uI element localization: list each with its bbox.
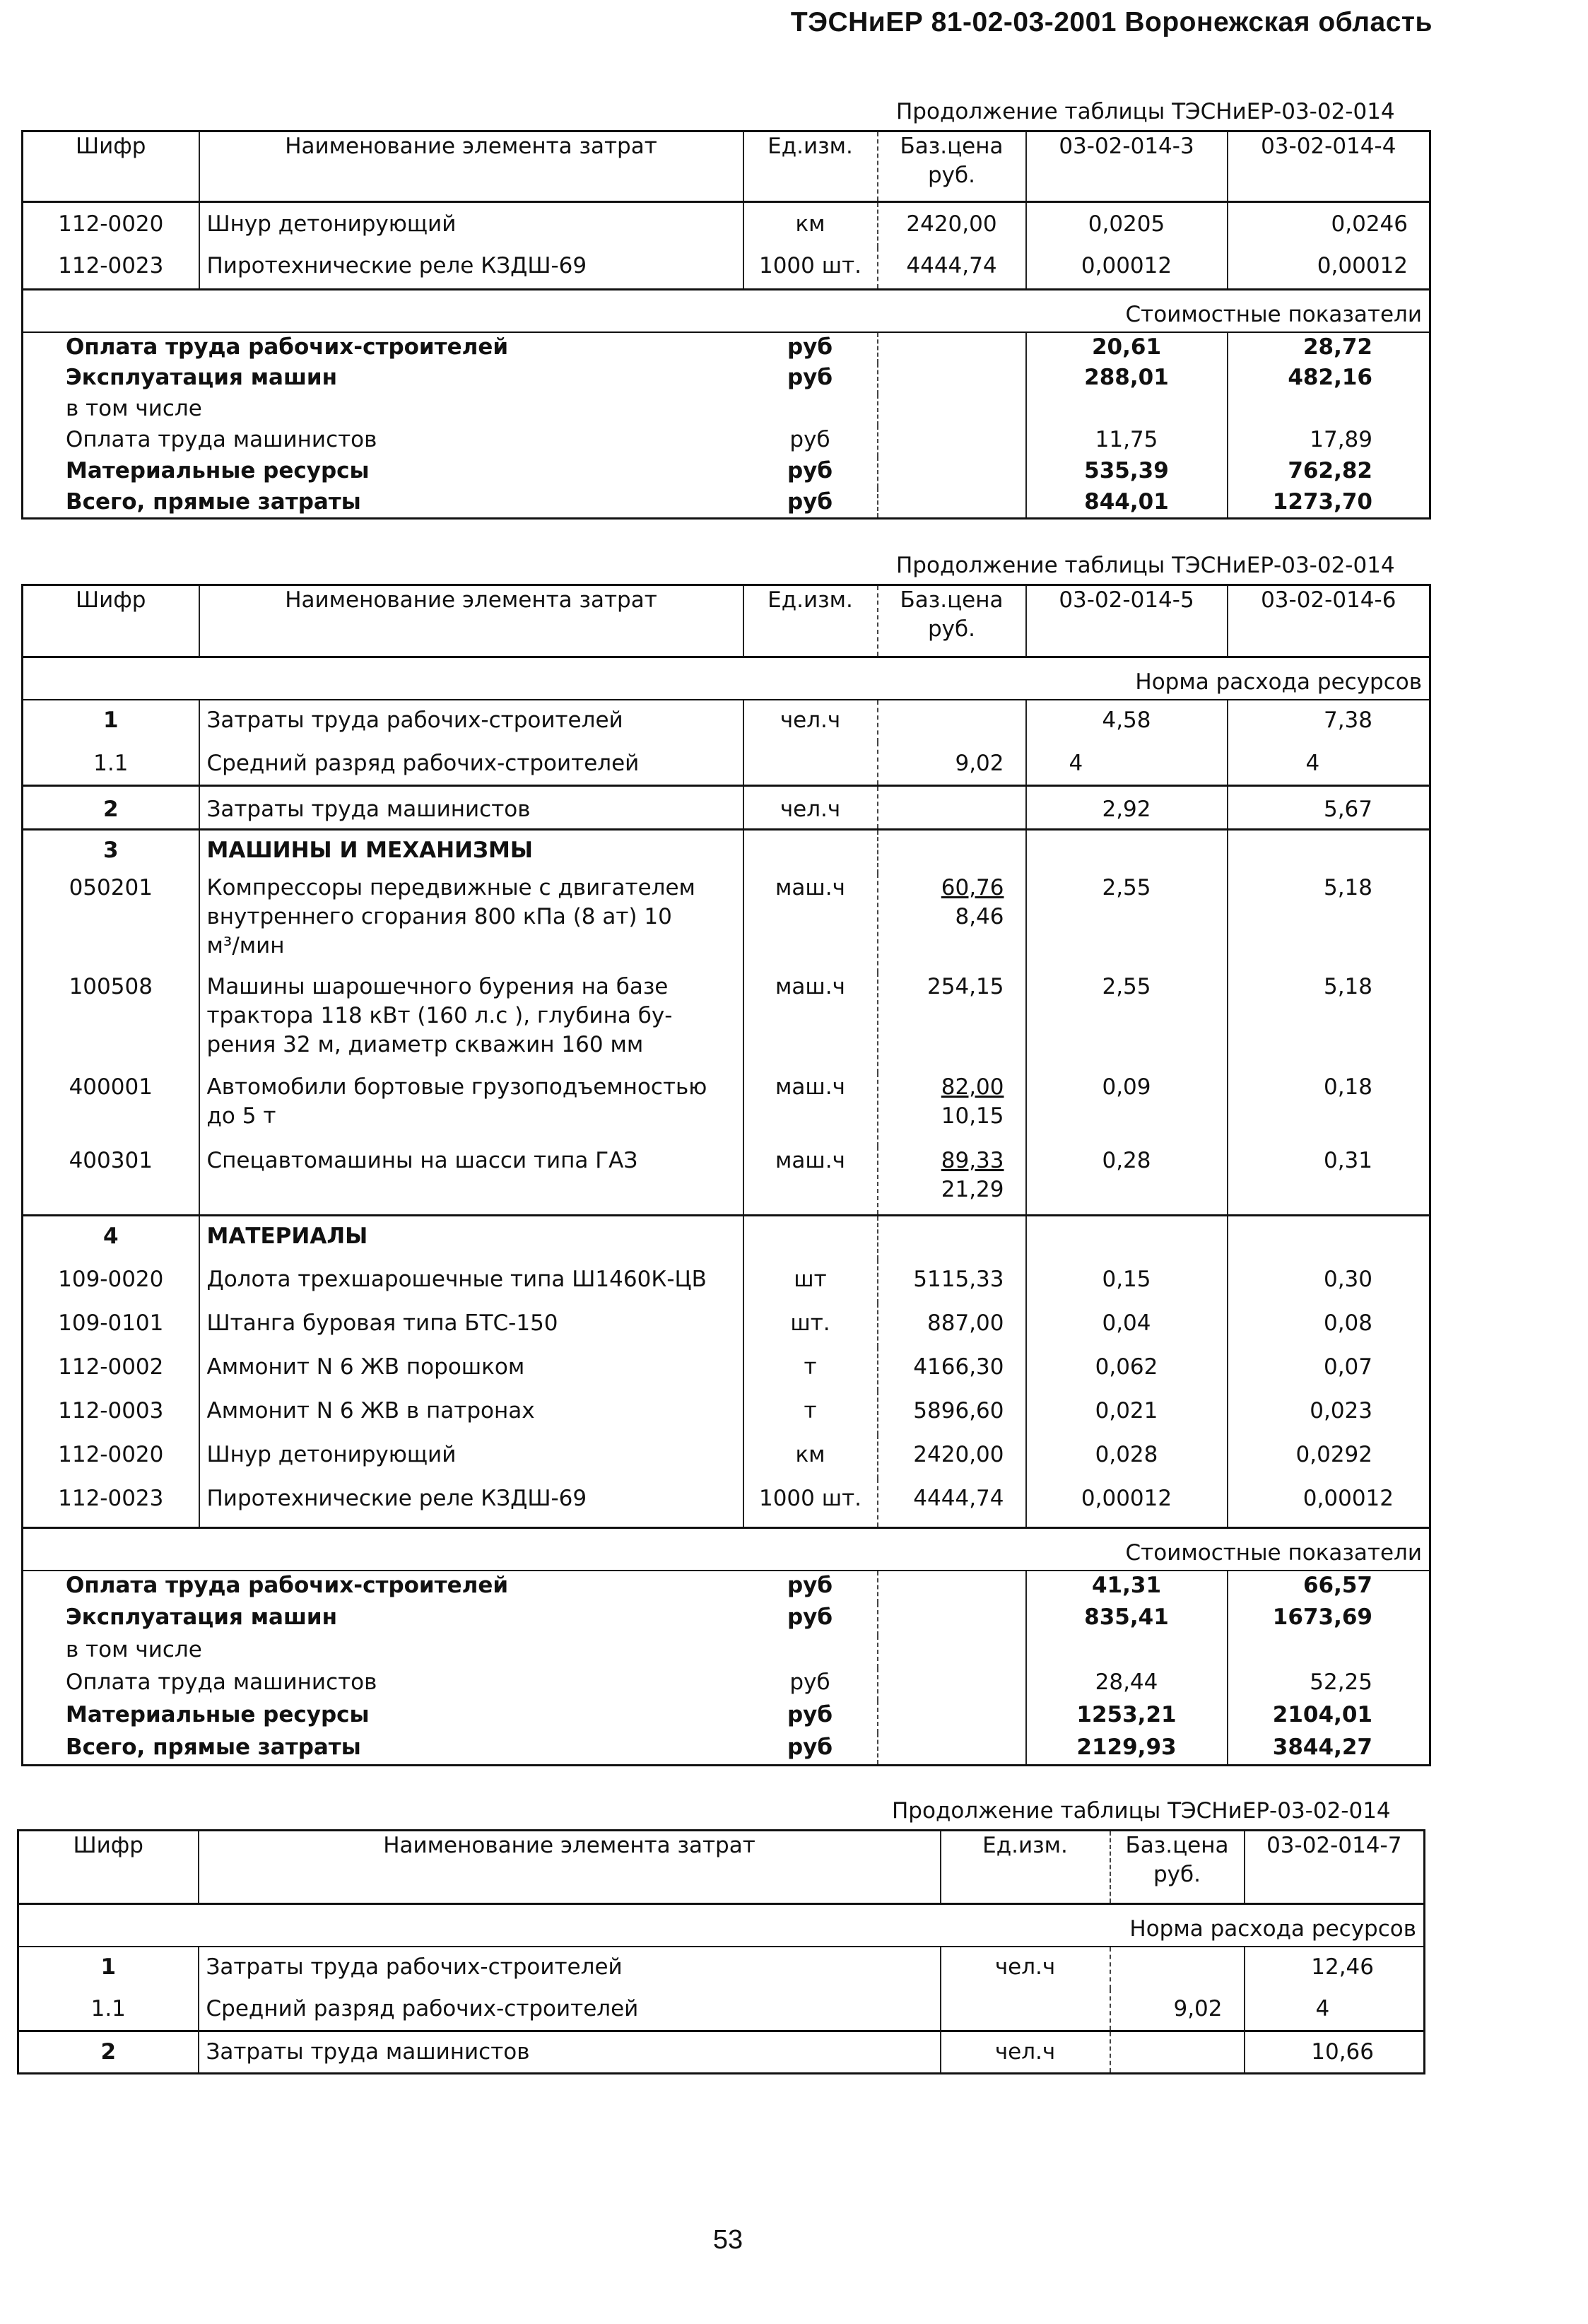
row-name-line: Автомобили бортовые грузоподъемностью (206, 1074, 707, 1100)
row-value-b: 7,38 (1228, 700, 1430, 742)
cost-row (23, 394, 1430, 426)
cost-label: Оплата труда машинистов (66, 426, 377, 452)
row-code: 1 (100, 1954, 117, 1980)
row-value-a: 2,55 (1026, 973, 1228, 1073)
row-price: 9,02 (1110, 1989, 1245, 2031)
cost-unit: руб (789, 426, 830, 452)
row-value-b: 0,18 (1228, 1073, 1430, 1146)
row-price: 2420,00 (878, 1435, 1026, 1479)
row-name: Шнур детонирующий (199, 1435, 743, 1479)
row-name: Затраты труда рабочих-строителей (199, 1947, 941, 1989)
row-unit (941, 1989, 1110, 2031)
col-b-header: 03-02-014-4 (1228, 131, 1430, 202)
row-name-line: Спецавтомашины на шасси типа ГАЗ (206, 1147, 638, 1173)
cost-row (23, 1636, 1430, 1668)
row-value-b: 0,08 (1228, 1303, 1430, 1347)
row-name-line: Компрессоры передвижные с двигателем (206, 874, 695, 900)
row-unit: шт. (743, 1303, 878, 1347)
price-base: 82,00 (941, 1074, 1004, 1100)
row-name (199, 1073, 743, 1146)
row-code: 400001 (69, 1074, 153, 1100)
table1-caption: Продолжение таблицы ТЭСНиЕР-03-02-014 (896, 99, 1395, 124)
row-price: 887,00 (878, 1303, 1026, 1347)
row-name (199, 874, 743, 973)
row-name: Аммонит N 6 ЖВ в патронах (199, 1391, 743, 1435)
cost-value-a: 2129,93 (1026, 1733, 1228, 1766)
cost-value-a: 41,31 (1026, 1571, 1228, 1603)
row-name-line: внутреннего сгорания 800 кПа (8 ат) 10 (206, 903, 672, 929)
cost-label: Всего, прямые затраты (66, 1734, 361, 1760)
cost-value-b: 17,89 (1228, 426, 1430, 457)
table2 (21, 584, 1431, 1766)
table-row (23, 1435, 1430, 1479)
row-code: 2 (23, 786, 199, 830)
row-code: 112-0023 (58, 252, 164, 278)
row-name (199, 1146, 743, 1216)
cost-value-a: 844,01 (1026, 488, 1228, 519)
cost-row (23, 363, 1430, 394)
row-price: 4444,74 (878, 1479, 1026, 1528)
cost-value-b: 3844,27 (1228, 1733, 1430, 1766)
row-price (1110, 2031, 1245, 2074)
materials-section-row (23, 1216, 1430, 1260)
row-code: 400301 (69, 1147, 153, 1173)
row-value-a: 0,00012 (1026, 247, 1228, 290)
page-number: 53 (712, 2225, 743, 2255)
row-value-b: 5,18 (1228, 874, 1430, 973)
col-price-header: Баз.цена руб. (1110, 1831, 1245, 1904)
table-row (23, 1260, 1430, 1303)
row-unit: чел.ч (743, 786, 878, 830)
table-row (23, 247, 1430, 290)
row-value-a: 4 (1026, 742, 1228, 786)
col-code-header: Шифр (23, 131, 199, 202)
table-row (18, 1947, 1425, 1989)
cost-unit: руб (787, 1734, 833, 1760)
row-value-a: 0,15 (1026, 1260, 1228, 1303)
cost-unit: руб (787, 1701, 833, 1727)
row-value-b: 4 (1228, 742, 1430, 786)
norm-label-row (23, 657, 1430, 700)
row-value-a: 4 (1245, 1989, 1425, 2031)
row-code: 112-0003 (58, 1397, 164, 1424)
table2-header-row (23, 585, 1430, 657)
row-unit: маш.ч (743, 1073, 878, 1146)
cost-value-a: 28,44 (1026, 1668, 1228, 1701)
cost-label-row (23, 1528, 1430, 1571)
cost-unit: руб (743, 332, 878, 363)
row-name: Средний разряд рабочих-строителей (199, 1989, 941, 2031)
cost-value-b: 762,82 (1228, 457, 1430, 488)
row-price: 254,15 (878, 973, 1026, 1073)
row-value-a: 2,55 (1026, 874, 1228, 973)
col-price-header: Баз.цена руб. (878, 131, 1026, 202)
row-value-a: 0,09 (1026, 1073, 1228, 1146)
row-name: Затраты труда рабочих-строителей (199, 700, 743, 742)
row-value-a: 0,021 (1026, 1391, 1228, 1435)
row-value-b: 0,00012 (1228, 1479, 1430, 1528)
cost-label: Оплата труда рабочих-строителей (23, 332, 743, 363)
cost-label: в том числе (66, 1636, 202, 1662)
norm-label: Норма расхода ресурсов (18, 1904, 1425, 1947)
row-value-a: 0,28 (1026, 1146, 1228, 1216)
cost-row (23, 1668, 1430, 1701)
row-value-b: 0,0246 (1228, 202, 1430, 247)
price-wage: 21,29 (941, 1176, 1004, 1202)
row-name-line: Машины шарошечного бурения на базе (206, 973, 669, 999)
cost-row (23, 1733, 1430, 1766)
table-row (23, 1391, 1430, 1435)
row-value-b: 0,31 (1228, 1146, 1430, 1216)
row-name: Средний разряд рабочих-строителей (199, 742, 743, 786)
cost-value-b: 2104,01 (1228, 1701, 1430, 1733)
row-name-line: рения 32 м, диаметр скважин 160 мм (206, 1031, 644, 1057)
cost-label: Всего, прямые затраты (66, 488, 361, 515)
row-name: Затраты труда машинистов (199, 2031, 941, 2074)
row-name: Шнур детонирующий (199, 202, 743, 247)
table3-header-row (18, 1831, 1425, 1904)
col-a-header: 03-02-014-7 (1245, 1831, 1425, 1904)
row-value-a: 0,04 (1026, 1303, 1228, 1347)
col-a-header: 03-02-014-5 (1026, 585, 1228, 657)
col-unit-header: Ед.изм. (743, 131, 878, 202)
table-row (23, 786, 1430, 830)
price-base: 60,76 (941, 874, 1004, 900)
row-price (878, 874, 1026, 973)
materials-section-title: МАТЕРИАЛЫ (199, 1216, 743, 1260)
cost-value-a: 288,01 (1026, 363, 1228, 394)
row-code: 112-0023 (58, 1485, 164, 1511)
cost-row (23, 332, 1430, 363)
row-unit: чел.ч (743, 700, 878, 742)
cost-value-b: 482,16 (1228, 363, 1430, 394)
row-price: 5115,33 (878, 1260, 1026, 1303)
table-row (23, 1303, 1430, 1347)
row-name: Пиротехнические реле КЗДШ-69 (199, 247, 743, 290)
row-value-b: 5,67 (1228, 786, 1430, 830)
row-code: 100508 (69, 973, 153, 999)
row-unit: маш.ч (743, 874, 878, 973)
cost-label-row (23, 290, 1430, 332)
row-value-b: 0,30 (1228, 1260, 1430, 1303)
cost-value-a: 835,41 (1026, 1603, 1228, 1636)
col-code-header: Шифр (23, 585, 199, 657)
cost-value-a: 20,61 (1026, 332, 1228, 363)
table-row (23, 874, 1430, 973)
row-unit: чел.ч (941, 1947, 1110, 1989)
cost-unit (743, 1636, 878, 1668)
row-value-a: 4,58 (1026, 700, 1228, 742)
row-unit: 1000 шт. (743, 1479, 878, 1528)
cost-row (23, 488, 1430, 519)
machines-section-title: МАШИНЫ И МЕХАНИЗМЫ (199, 830, 743, 874)
cost-row (23, 1571, 1430, 1603)
cost-label: Материальные ресурсы (66, 457, 370, 483)
machines-section-row (23, 830, 1430, 874)
norm-label-row (18, 1904, 1425, 1947)
cost-indicators-label: Стоимостные показатели (23, 290, 1430, 332)
col-name-header: Наименование элемента затрат (199, 585, 743, 657)
table1 (21, 130, 1431, 520)
row-price (1110, 1947, 1245, 1989)
row-code: 1.1 (93, 750, 129, 776)
row-value-b: 0,07 (1228, 1347, 1430, 1391)
table3-caption: Продолжение таблицы ТЭСНиЕР-03-02-014 (892, 1798, 1391, 1824)
row-code: 112-0020 (58, 211, 164, 237)
col-unit-header: Ед.изм. (941, 1831, 1110, 1904)
row-name: Аммонит N 6 ЖВ порошком (199, 1347, 743, 1391)
row-name: Пиротехнические реле КЗДШ-69 (199, 1479, 743, 1528)
row-unit: т (743, 1391, 878, 1435)
cost-label: в том числе (66, 395, 202, 421)
row-unit: км (743, 202, 878, 247)
row-name: Штанга буровая типа БТС-150 (199, 1303, 743, 1347)
table-row (23, 1347, 1430, 1391)
row-unit: шт (743, 1260, 878, 1303)
cost-value-a: 535,39 (1026, 457, 1228, 488)
table1-header-row (23, 131, 1430, 202)
col-price-header: Баз.цена руб. (878, 585, 1026, 657)
cost-unit: руб (743, 1571, 878, 1603)
table2-caption: Продолжение таблицы ТЭСНиЕР-03-02-014 (896, 553, 1395, 578)
cost-value-b: 28,72 (1228, 332, 1430, 363)
cost-unit: руб (787, 364, 833, 390)
table-row (23, 1479, 1430, 1528)
row-value-b: 0,023 (1228, 1391, 1430, 1435)
col-code-header: Шифр (18, 1831, 199, 1904)
row-unit: маш.ч (743, 1146, 878, 1216)
table-row (23, 742, 1430, 786)
cost-value-a (1026, 394, 1228, 426)
col-b-header: 03-02-014-6 (1228, 585, 1430, 657)
col-name-header: Наименование элемента затрат (199, 1831, 941, 1904)
cost-value-b: 1673,69 (1228, 1603, 1430, 1636)
cost-unit: руб (789, 1669, 830, 1695)
cost-label: Эксплуатация машин (66, 1604, 338, 1630)
cost-unit (743, 394, 878, 426)
cost-value-b: 1273,70 (1228, 488, 1430, 519)
table-row (23, 202, 1430, 247)
row-name-line: трактора 118 кВт (160 л.с ), глубина бу- (206, 1002, 673, 1028)
row-value-a: 0,00012 (1026, 1479, 1228, 1528)
row-value-a: 0,0205 (1026, 202, 1228, 247)
row-value-a: 10,66 (1245, 2031, 1425, 2074)
row-code: 2 (18, 2031, 199, 2074)
table-row (18, 1989, 1425, 2031)
cost-value-a: 11,75 (1026, 426, 1228, 457)
cost-value-b: 66,57 (1228, 1571, 1430, 1603)
cost-row (23, 426, 1430, 457)
cost-unit: руб (787, 457, 833, 483)
price-wage: 8,46 (955, 903, 1004, 929)
cost-unit: руб (787, 488, 833, 515)
row-unit: км (743, 1435, 878, 1479)
row-code: 1 (102, 707, 119, 733)
col-unit-header: Ед.изм. (743, 585, 878, 657)
row-price: 4444,74 (878, 247, 1026, 290)
cost-indicators-label: Стоимостные показатели (23, 1528, 1430, 1571)
section-code: 4 (23, 1216, 199, 1260)
row-code: 109-0020 (58, 1266, 164, 1292)
row-unit: 1000 шт. (743, 247, 878, 290)
row-value-b: 0,0292 (1228, 1435, 1430, 1479)
row-price: 9,02 (878, 742, 1026, 786)
row-price (878, 786, 1026, 830)
row-value-a: 12,46 (1245, 1947, 1425, 1989)
cost-label: Оплата труда машинистов (66, 1669, 377, 1695)
row-value-a: 0,062 (1026, 1347, 1228, 1391)
col-a-header: 03-02-014-3 (1026, 131, 1228, 202)
page-header: ТЭСНиЕР 81-02-03-2001 Воронежская область (790, 7, 1433, 37)
cost-label: Материальные ресурсы (66, 1701, 370, 1727)
cost-row (23, 1701, 1430, 1733)
cost-value-a (1026, 1636, 1228, 1668)
row-value-a: 0,028 (1026, 1435, 1228, 1479)
row-code: 109-0101 (58, 1310, 164, 1336)
table-row (23, 1146, 1430, 1216)
row-unit: т (743, 1347, 878, 1391)
row-price (878, 1073, 1026, 1146)
cost-unit: руб (787, 1604, 833, 1630)
cost-value-a: 1253,21 (1026, 1701, 1228, 1733)
cost-value-b (1228, 1636, 1430, 1668)
row-code: 1.1 (90, 1995, 126, 2021)
price-base: 89,33 (941, 1147, 1004, 1173)
table-row (23, 700, 1430, 742)
row-unit (743, 742, 878, 786)
row-price: 2420,00 (878, 202, 1026, 247)
row-value-a: 2,92 (1026, 786, 1228, 830)
col-name-header: Наименование элемента затрат (199, 131, 743, 202)
row-name-line: м³/мин (206, 932, 285, 958)
table-row (18, 2031, 1425, 2074)
row-unit: чел.ч (941, 2031, 1110, 2074)
cost-row (23, 1603, 1430, 1636)
row-code: 112-0020 (58, 1441, 164, 1467)
row-price (878, 700, 1026, 742)
row-value-b: 0,00012 (1228, 247, 1430, 290)
row-name (199, 973, 743, 1073)
row-code: 050201 (69, 874, 153, 900)
cost-row (23, 457, 1430, 488)
cost-value-b (1228, 394, 1430, 426)
row-unit: маш.ч (743, 973, 878, 1073)
row-name: Долота трехшарошечные типа Ш1460К-ЦВ (199, 1260, 743, 1303)
cost-value-b: 52,25 (1228, 1668, 1430, 1701)
section-code: 3 (23, 830, 199, 874)
row-value-b: 5,18 (1228, 973, 1430, 1073)
cost-label: Оплата труда рабочих-строителей (23, 1571, 743, 1603)
row-code: 112-0002 (58, 1354, 164, 1380)
row-price: 4166,30 (878, 1347, 1026, 1391)
norm-label: Норма расхода ресурсов (23, 657, 1430, 700)
row-name: Затраты труда машинистов (199, 786, 743, 830)
row-price (878, 1146, 1026, 1216)
table-row (23, 1073, 1430, 1146)
price-wage: 10,15 (941, 1103, 1004, 1129)
table3 (17, 1829, 1425, 2074)
row-price: 5896,60 (878, 1391, 1026, 1435)
table-row (23, 973, 1430, 1073)
cost-label: Эксплуатация машин (66, 364, 338, 390)
row-name-line: до 5 т (206, 1103, 276, 1129)
